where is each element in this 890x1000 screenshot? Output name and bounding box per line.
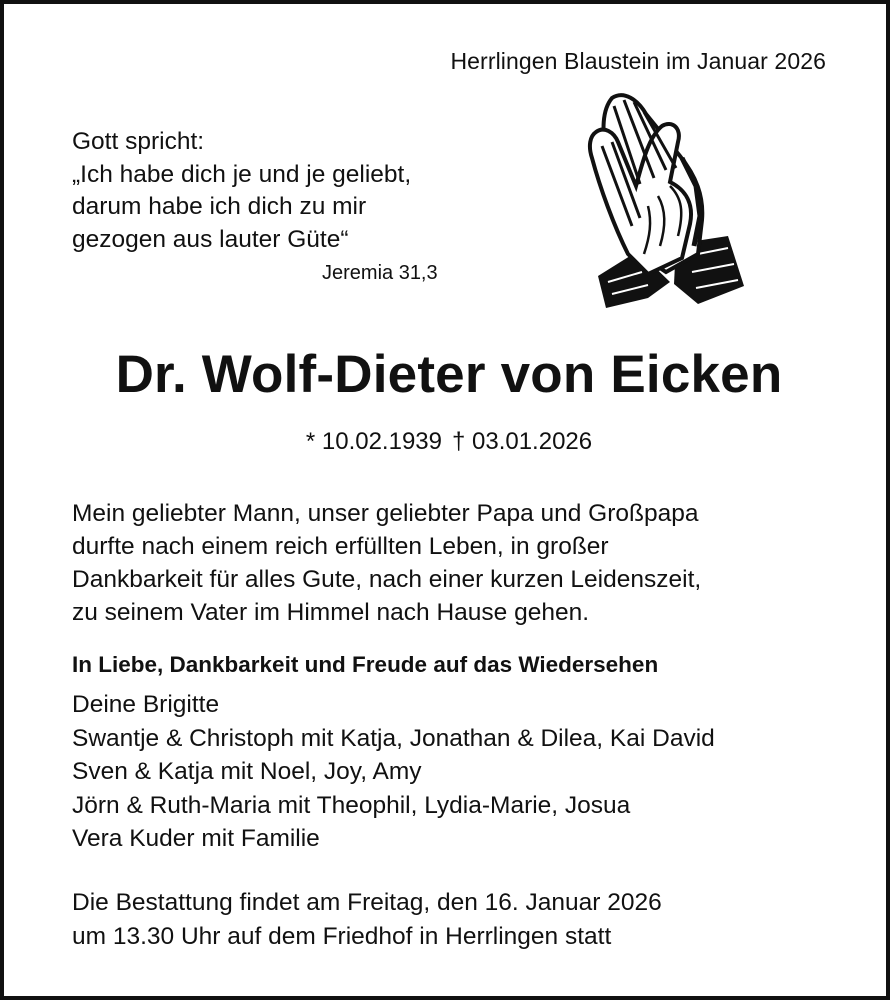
family-line: Vera Kuder mit Familie xyxy=(72,825,320,852)
birth-date: * 10.02.1939 xyxy=(305,428,442,455)
family-line: Jörn & Ruth-Maria mit Theophil, Lydia-Marie, Josua xyxy=(72,791,631,819)
mourners-heading: In Liebe, Dankbarkeit und Freude auf das Wiedersehen xyxy=(72,652,659,677)
quote-line: Gott spricht: xyxy=(72,128,205,155)
place-date: Herrlingen Blaustein im Januar 2026 xyxy=(450,48,826,74)
family-list xyxy=(72,688,715,856)
family-line: Swantje & Christoph mit Katja, Jonathan & Dilea, Kai David xyxy=(72,724,715,752)
funeral-info xyxy=(72,886,662,953)
message-line: zu seinem Vater im Himmel nach Hause gehen. xyxy=(72,599,590,626)
family-line: Sven & Katja mit Noel, Joy, Amy xyxy=(72,758,422,785)
death-date: † 03.01.2026 xyxy=(451,428,593,455)
quote-line: darum habe ich dich zu mir xyxy=(72,193,367,220)
praying-hands-icon xyxy=(578,86,748,316)
funeral-line: Die Bestattung findet am Freitag, den 16. Januar 2026 xyxy=(72,889,662,916)
quote-line: „Ich habe dich je und je geliebt, xyxy=(72,160,412,188)
message-line: Mein geliebter Mann, unser geliebter Papa und Großpapa xyxy=(72,500,699,527)
obituary-message xyxy=(72,497,701,629)
quote-source: Jeremia 31,3 xyxy=(322,262,438,284)
message-line: durfte nach einem reich erfüllten Leben, in großer xyxy=(72,533,609,560)
bible-quote xyxy=(72,126,411,256)
message-line: Dankbarkeit für alles Gute, nach einer kurzen Leidenszeit, xyxy=(72,566,702,593)
quote-line: gezogen aus lauter Güte“ xyxy=(72,225,349,253)
funeral-line: um 13.30 Uhr auf dem Friedhof in Herrlingen statt xyxy=(72,922,612,950)
family-line: Deine Brigitte xyxy=(72,691,220,718)
deceased-name: Dr. Wolf-Dieter von Eicken xyxy=(115,345,783,404)
life-dates xyxy=(4,428,890,456)
